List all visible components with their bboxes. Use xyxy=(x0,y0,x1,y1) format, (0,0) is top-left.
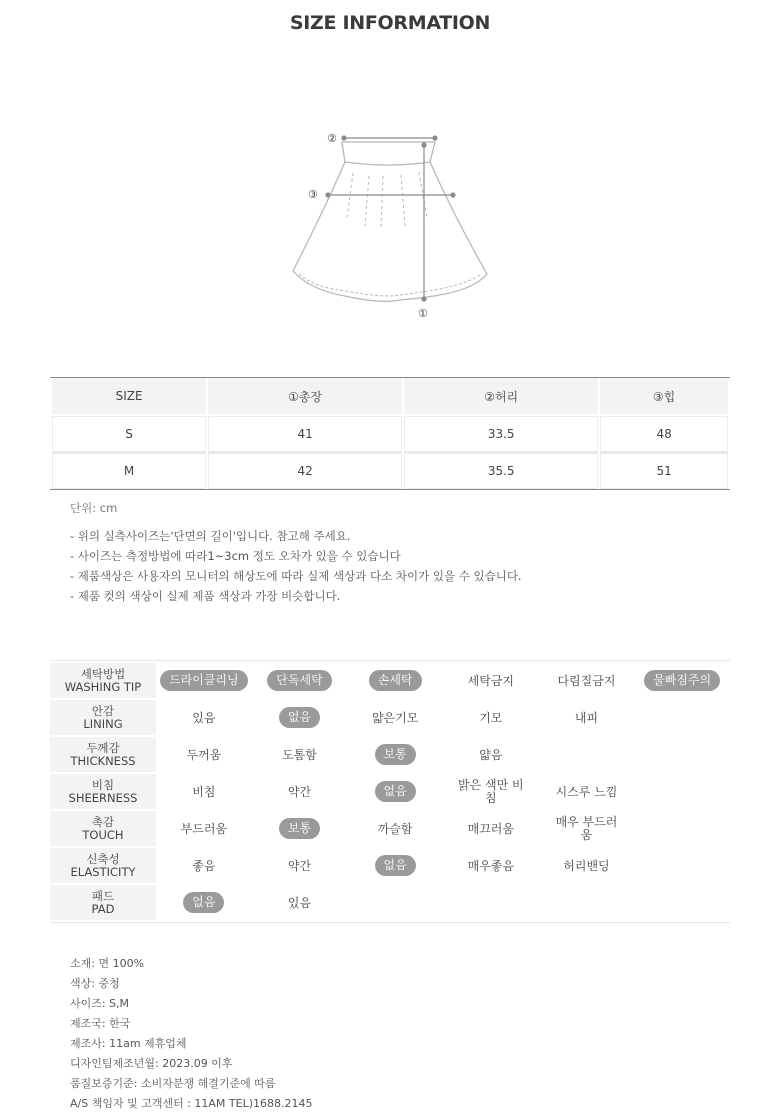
size-cell: M xyxy=(52,453,206,489)
property-option: 매우 부드러움 xyxy=(555,814,618,842)
property-label-en: WASHING TIP xyxy=(64,679,142,694)
property-label-ko: 비침 xyxy=(91,777,115,792)
property-table xyxy=(50,660,730,923)
property-option-selected: 없음 xyxy=(375,781,416,802)
property-option: 얇은기모 xyxy=(371,711,419,725)
size-table-header xyxy=(52,378,728,416)
property-option-cell xyxy=(156,663,252,698)
property-option-cell xyxy=(634,885,730,920)
property-label-ko: 패드 xyxy=(91,888,115,903)
property-option-cell xyxy=(443,774,539,809)
hip-col-header: ③힙 xyxy=(600,378,728,416)
property-option-cell xyxy=(347,811,443,846)
property-row xyxy=(50,774,730,809)
property-option-cell xyxy=(156,848,252,883)
property-label-en: ELASTICITY xyxy=(70,864,136,879)
property-option-cell xyxy=(347,774,443,809)
size-notes xyxy=(70,528,522,608)
property-option-cell xyxy=(634,811,730,846)
property-label xyxy=(50,774,156,809)
product-info-list xyxy=(70,955,313,1115)
property-option: 기모 xyxy=(479,711,503,725)
property-label xyxy=(50,700,156,735)
property-label-en: THICKNESS xyxy=(70,753,136,768)
table-row xyxy=(52,453,728,489)
info-customer-service: A/S 책임자 및 고객센터 : 11AM TEL)1688.2145 xyxy=(70,1097,313,1110)
note-item: - 위의 실측사이즈는'단면의 길이'입니다. 참고해 주세요. xyxy=(70,529,351,543)
length-cell: 42 xyxy=(208,453,402,489)
property-option-cell xyxy=(539,700,635,735)
property-option: 까슬함 xyxy=(377,822,413,836)
property-option-cell xyxy=(443,885,539,920)
property-option: 내피 xyxy=(574,711,599,725)
skirt-waistband xyxy=(342,142,435,165)
page-title: SIZE INFORMATION xyxy=(289,12,491,34)
property-row xyxy=(50,811,730,846)
property-option: 매우좋음 xyxy=(467,859,514,873)
property-option-cell xyxy=(347,885,443,920)
property-option-cell xyxy=(634,700,730,735)
property-option: 있음 xyxy=(192,711,216,725)
property-option: 매끄러움 xyxy=(467,822,514,836)
property-option-cell xyxy=(539,774,635,809)
property-option-selected: 단독세탁 xyxy=(267,670,331,691)
property-row xyxy=(50,663,730,698)
property-option-cell xyxy=(252,663,348,698)
property-label xyxy=(50,663,156,698)
property-option: 시스루 느낌 xyxy=(555,784,618,799)
property-option-cell xyxy=(443,848,539,883)
property-option-selected: 없음 xyxy=(279,707,320,728)
property-option-cell xyxy=(252,885,348,920)
property-row xyxy=(50,848,730,883)
property-label-ko: 촉감 xyxy=(91,814,115,829)
table-row xyxy=(52,416,728,453)
property-option: 다림질금지 xyxy=(557,674,616,688)
info-material: 소재: 면 100% xyxy=(70,957,145,970)
property-option-cell xyxy=(252,811,348,846)
property-row xyxy=(50,737,730,772)
property-option-cell xyxy=(347,663,443,698)
property-option-cell xyxy=(634,848,730,883)
property-label-ko: 안감 xyxy=(91,703,115,718)
property-option-selected: 없음 xyxy=(183,892,224,913)
length-col-header: ①총장 xyxy=(208,378,402,416)
property-option-cell xyxy=(539,885,635,920)
property-option-cell xyxy=(539,663,635,698)
info-country: 제조국: 한국 xyxy=(70,1017,131,1030)
property-option-selected: 물빠짐주의 xyxy=(644,670,720,691)
hip-cell: 48 xyxy=(600,416,728,453)
property-option-cell xyxy=(252,737,348,772)
property-option-cell xyxy=(156,737,252,772)
hip-mark: ③ xyxy=(308,188,318,201)
property-option-selected: 드라이클리닝 xyxy=(160,670,248,691)
property-label-en: SHEERNESS xyxy=(68,790,138,805)
property-label xyxy=(50,811,156,846)
skirt-diagram xyxy=(285,128,495,323)
property-option-cell xyxy=(539,848,635,883)
property-option: 약간 xyxy=(287,859,312,873)
property-label-ko: 세탁방법 xyxy=(80,666,126,681)
property-label-en: TOUCH xyxy=(82,827,124,842)
waist-mark: ② xyxy=(327,132,337,145)
property-option: 약간 xyxy=(287,785,312,799)
property-row xyxy=(50,700,730,735)
property-option-cell xyxy=(252,700,348,735)
property-option: 두꺼움 xyxy=(186,748,222,762)
property-option-cell xyxy=(156,885,252,920)
property-option-cell xyxy=(634,663,730,698)
property-option-cell xyxy=(443,811,539,846)
property-option-cell xyxy=(156,811,252,846)
property-option-cell xyxy=(539,737,635,772)
property-option-selected: 손세탁 xyxy=(369,670,422,691)
property-option: 있음 xyxy=(287,896,312,910)
property-label xyxy=(50,885,156,920)
property-option-cell xyxy=(443,663,539,698)
property-option-cell xyxy=(443,737,539,772)
property-option: 밝은 색만 비침 xyxy=(458,777,524,805)
property-option: 비침 xyxy=(192,785,216,799)
waist-col-header: ②허리 xyxy=(404,378,598,416)
size-table xyxy=(50,377,730,490)
property-option-cell xyxy=(347,737,443,772)
info-color: 색상: 중청 xyxy=(70,977,120,990)
property-option-cell xyxy=(347,700,443,735)
property-option-cell xyxy=(443,700,539,735)
property-option-cell xyxy=(156,700,252,735)
property-option-cell xyxy=(634,737,730,772)
length-cell: 41 xyxy=(208,416,402,453)
property-option-selected: 없음 xyxy=(375,855,416,876)
note-item: - 제품 컷의 색상이 실제 제품 색상과 가장 비슷합니다. xyxy=(70,589,341,603)
info-manufacturer: 제조사: 11am 제휴업체 xyxy=(70,1037,187,1050)
waist-cell: 35.5 xyxy=(404,453,598,489)
property-label-en: LINING xyxy=(83,716,123,731)
note-item: - 사이즈는 측정방법에 따라1~3cm 정도 오차가 있을 수 있습니다 xyxy=(70,549,401,563)
info-warranty: 품질보증기준: 소비자분쟁 해결기준에 따름 xyxy=(70,1077,276,1090)
property-option-cell xyxy=(634,774,730,809)
waist-cell: 33.5 xyxy=(404,416,598,453)
property-option-cell xyxy=(252,774,348,809)
property-label xyxy=(50,737,156,772)
skirt-body xyxy=(293,162,487,301)
unit-label: 단위: cm xyxy=(70,501,118,515)
info-sizes: 사이즈: S,M xyxy=(70,997,130,1010)
property-option: 세탁금지 xyxy=(467,674,514,688)
property-option: 허리밴딩 xyxy=(563,859,610,873)
hip-cell: 51 xyxy=(600,453,728,489)
property-label-ko: 두께감 xyxy=(86,740,120,755)
property-label xyxy=(50,848,156,883)
property-option-cell xyxy=(347,848,443,883)
property-label-en: PAD xyxy=(91,901,115,916)
property-option: 좋음 xyxy=(192,859,216,873)
property-option-selected: 보통 xyxy=(279,818,320,839)
property-option-cell xyxy=(156,774,252,809)
property-label-ko: 신축성 xyxy=(86,851,120,866)
size-col-header: SIZE xyxy=(52,378,206,416)
property-option-cell xyxy=(252,848,348,883)
info-date: 디자인팀제조년월: 2023.09 이후 xyxy=(70,1057,233,1070)
size-cell: S xyxy=(52,416,206,453)
property-option-cell xyxy=(539,811,635,846)
length-mark: ① xyxy=(418,307,428,320)
property-row xyxy=(50,885,730,920)
property-option: 얇음 xyxy=(479,748,503,762)
property-option: 도톰함 xyxy=(282,748,317,762)
property-option: 부드러움 xyxy=(180,822,228,836)
property-option-selected: 보통 xyxy=(375,744,416,765)
note-item: - 제품색상은 사용자의 모니터의 해상도에 따라 실제 색상과 다소 차이가 있을 수 있습니다. xyxy=(70,569,522,583)
